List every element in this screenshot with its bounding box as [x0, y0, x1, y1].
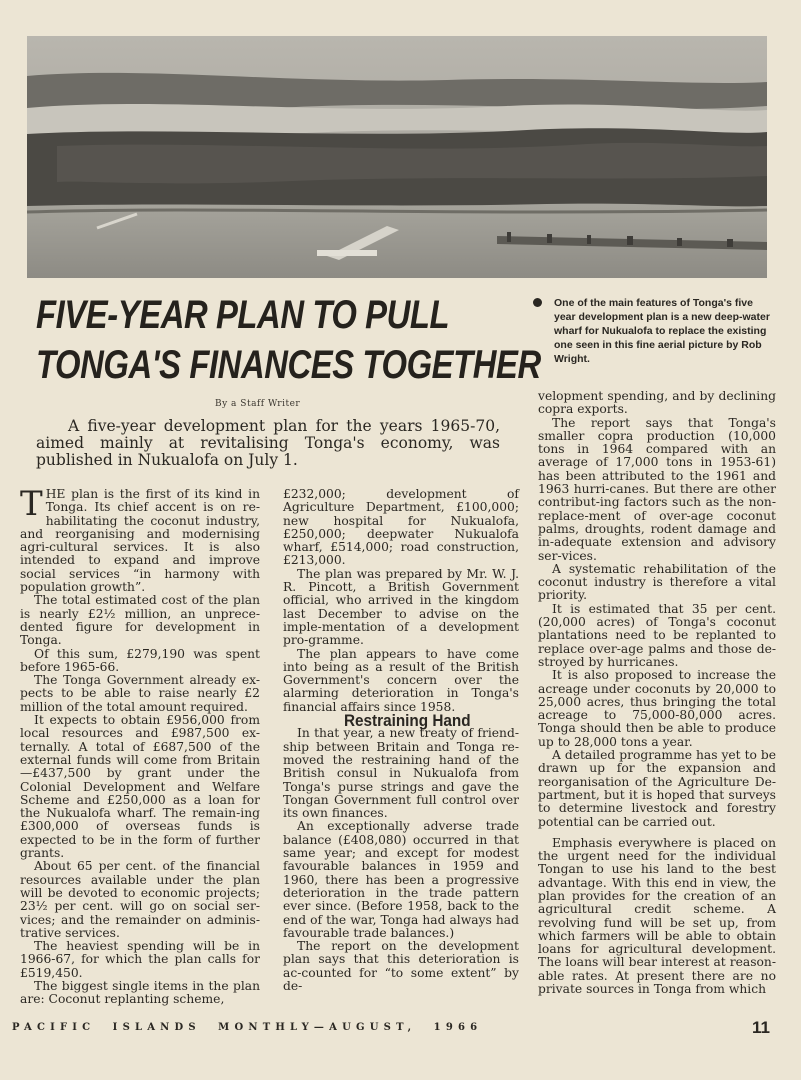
byline: By a Staff Writer [215, 399, 301, 409]
paragraph: About 65 per cent. of the financial resources available under the plan will be devoted to economic projects; 23½ per cent. will go on social ser-vices; and the remainder on adminis-trative services. [20, 859, 260, 940]
headline-line-2: TONGA'S FINANCES TOGETHER [36, 343, 541, 387]
drop-cap: T [20, 484, 43, 524]
column-3 [538, 390, 776, 996]
paragraph: It is also proposed to increase the acreage under coconuts by 20,000 to 25,000 acres, thus bringing the total acreage to 75,000-80,000 acres. Tonga should then be able to produce up to 28,000 tons a year. [538, 668, 776, 749]
paragraph: The report says that Tonga's smaller copra production (10,000 tons in 1964 compared with an average of 17,000 tons in 1953-61) has been attributed to the 1961 and 1963 hurri-canes. But there are other contribut-ing factors such as the non-replace-ment of over-age coconut palms, droughts, rodent damage and in-adequate extension and advisory ser-vices. [538, 415, 776, 563]
aerial-photo [27, 36, 767, 278]
bullet-icon [533, 298, 542, 307]
paragraph: The biggest single items in the plan are: Coconut replanting scheme, [20, 978, 260, 1007]
headline [36, 290, 541, 390]
paragraph-text: HE plan is the first of its kind in Tonga. Its chief accent is on re-habilitating the coconut industry, and reorganising and modernising agri-cultural services. It is also intended to expand and improve social services “in harmony with population growth”. [20, 487, 260, 595]
subheading: Restraining Hand [343, 711, 471, 731]
headline-line-1: FIVE-YEAR PLAN TO PULL [36, 293, 450, 337]
paragraph: An exceptionally adverse trade balance (£408,080) occurred in that same year; and except for modest favourable balances in 1959 and 1960, there has been a progressive deterioration in the trade pattern ever since. (Before 1958, back to the end of the war, Tonga had always had favourable trade balances.) [283, 819, 519, 940]
paragraph: It expects to obtain £956,000 from local resources and £987,500 ex-ternally. A total of £687,500 of the external funds will come from Britain —£437,500 by grant under the Colonial Development and Welfare Scheme and £250,000 as a loan for the Nukualofa wharf. The remain-ing £300,000 of overseas funds is expected to be in the form of further grants. [20, 713, 260, 861]
column-1 [20, 484, 260, 1007]
paragraph: £232,000; development of Agriculture Department, £100,000; new hospital for Nukualofa, £250,000; deepwater Nukualofa wharf, £514,000; road construction, £213,000. [283, 487, 519, 568]
paragraph: The heaviest spending will be in 1966-67, for which the plan calls for £519,450. [20, 939, 260, 980]
paragraph: It is estimated that 35 per cent. (20,000 acres) of Tonga's coconut plantations need to be replanted to replace over-age palms and those de-stroyed by hurricanes. [538, 601, 776, 669]
column-2 [283, 488, 519, 993]
paragraph: A systematic rehabilitation of the coconut industry is therefore a vital priority. [538, 561, 776, 603]
paragraph: In that year, a new treaty of friend-ship between Britain and Tonga re-moved the restraining hand of the British consul in Nukualofa from Tonga's purse strings and gave the Tongan Government full control over its own finances. [283, 726, 519, 821]
intro-paragraph: A five-year development plan for the years 1965-70, aimed mainly at revitalising Tonga's economy, was published in Nukualofa on July 1. [36, 417, 500, 469]
paragraph: The plan was prepared by Mr. W. J. R. Pincott, a British Government official, who arrived in the kingdom last December to advise on the imple-mentation of a development pro-gramme. [283, 566, 519, 648]
paragraph: Emphasis everywhere is placed on the urgent need for the individual Tongan to use his land to the best advantage. With this end in view, the plan provides for the creation of an agricultural credit scheme. A revolving fund will be set up, from which farmers will be able to obtain loans for agricultural development. The loans will bear interest at reason-able rates. At present there are no private sources in Tonga from which [538, 835, 776, 997]
paragraph: The plan appears to have come into being as a result of the British Government's concern over the alarming deterioration in Tonga's financial affairs since 1958. [283, 646, 519, 714]
page-footer: PACIFIC ISLANDS MONTHLY—AUGUST, 1966 [12, 1022, 483, 1033]
paragraph: The Tonga Government already ex-pects to be able to raise nearly £2 million of the total amount required. [20, 673, 260, 714]
photo-caption [536, 296, 776, 366]
paragraph: The total estimated cost of the plan is nearly £2½ million, an unprece-dented figure for development in Tonga. [20, 593, 260, 648]
page-number: 11 [752, 1018, 770, 1037]
paragraph: Of this sum, £279,190 was spent before 1965-66. [20, 646, 260, 674]
paragraph: The report on the development plan says that this deterioration is ac-counted for “to some extent” by de- [283, 939, 519, 993]
paragraph [20, 484, 260, 595]
paragraph: A detailed programme has yet to be drawn up for the expansion and reorganisation of the Agriculture De-partment, but it is hoped that surveys to determine livestock and forestry potential can be carried out. [538, 748, 776, 829]
paragraph: velopment spending, and by declining copra exports. [538, 389, 776, 417]
caption-text: One of the main features of Tonga's five year development plan is a new deep-water wharf for Nukualofa to replace the existing one seen in this fine aerial picture by Rob Wright. [554, 297, 770, 365]
